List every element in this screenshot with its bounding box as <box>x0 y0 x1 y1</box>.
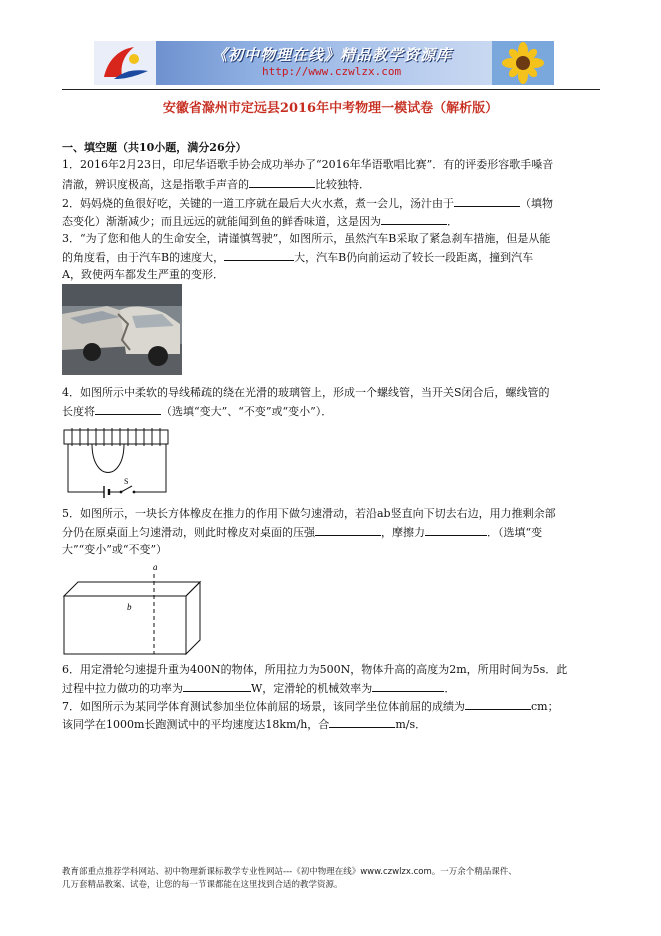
q7-text-d: m/s． <box>395 718 427 731</box>
q2-text-a: 2．妈妈烧的鱼很好吃，关键的一道工序就在最后大火水煮，煮一会儿，汤汁由于 <box>62 197 454 210</box>
q1-line1: 1．2016年2月23日，印尼华语歌手协会成功举办了“2016年华语歌唱比赛”．有的评委形容歌手嗓音 <box>62 158 554 171</box>
banner-title: 《初中物理在线》精品教学资源库 <box>212 46 453 64</box>
q3-answer-blank[interactable] <box>224 250 294 261</box>
q6-text-c: ． <box>444 682 456 695</box>
car-collision-photo <box>62 284 182 375</box>
q1-text-b: 比较独特． <box>315 178 370 191</box>
q7-line2 <box>62 717 426 732</box>
q3-text-a: 的角度看，由于汽车B的速度大， <box>62 251 225 264</box>
q3-text-b: 大，汽车B仍向前运动了较长一段距离，撞到汽车 <box>294 251 534 264</box>
q4-text-b: （选填“变大”、“不变”或“变小”）． <box>161 405 333 418</box>
solenoid-diagram <box>62 422 172 502</box>
q2-line1 <box>62 196 553 211</box>
q6-answer-blank-1[interactable] <box>183 681 251 692</box>
q2-answer-blank-2[interactable] <box>381 214 447 225</box>
q4-answer-blank[interactable] <box>95 404 161 415</box>
q5-text-a: 分仍在原桌面上匀速滑动，则此时橡皮对桌面的压强 <box>62 526 315 539</box>
q1-text-a: 清澈，辨识度极高，这是指歌手声音的 <box>62 178 249 191</box>
q5-line3: 大”“变小”或“不变”） <box>62 543 168 556</box>
q2-text-b: （填物 <box>520 197 553 210</box>
sunflower-icon <box>492 41 554 85</box>
q2-text-c: 态变化）渐渐减少；而且远远的就能闻到鱼的鲜香味道，这是因为 <box>62 215 381 228</box>
q3-line2 <box>62 250 533 265</box>
q7-answer-blank-2[interactable] <box>329 717 395 728</box>
q6-text-a: 过程中拉力做功的功率为 <box>62 682 183 695</box>
site-logo-icon <box>94 41 156 85</box>
q1-line2 <box>62 177 370 192</box>
eraser-block-diagram <box>62 560 202 656</box>
q5-answer-blank-2[interactable] <box>425 525 487 536</box>
q6-line2 <box>62 681 455 696</box>
q1-answer-blank[interactable] <box>249 177 315 188</box>
q3-line1: 3．“为了您和他人的生命安全，请谨慎驾驶”，如图所示，虽然汽车B采取了紧急刹车措施，但是从能 <box>62 232 551 245</box>
section-heading: 一、填空题（共10小题，满分26分） <box>62 141 247 154</box>
banner-url[interactable]: http://www.czwlzx.com <box>262 65 402 78</box>
footer-line-2: 几万套精品教案、试卷，让您的每一节课都能在这里找到合适的教学资源。 <box>62 880 343 890</box>
q6-answer-blank-2[interactable] <box>372 681 444 692</box>
q5-text-b: ，摩擦力 <box>381 526 425 539</box>
q5-line1: 5．如图所示，一块长方体橡皮在推力的作用下做匀速滑动，若沿ab竖直向下切去右边，用力推剩余部 <box>62 507 556 520</box>
switch-label-s: S <box>124 477 129 486</box>
header-rule <box>62 89 600 90</box>
q5-text-c: ．（选填“变 <box>487 526 543 539</box>
q7-text-b: cm； <box>531 700 559 713</box>
header-banner <box>94 41 554 85</box>
q4-line1: 4．如图所示中柔软的导线稀疏的绕在光滑的玻璃管上，形成一个螺线管，当开关S闭合后，螺线管的 <box>62 386 550 399</box>
q4-text-a: 长度将 <box>62 405 95 418</box>
q3-line3: A，致使两车都发生严重的变形． <box>62 268 224 281</box>
footer-line-1: 教育部重点推荐学科网站、初中物理新课标教学专业性网站---《初中物理在线》www.czwlzx.com。一万余个精品课件、 <box>62 867 517 877</box>
q2-line2 <box>62 214 458 229</box>
q5-line2 <box>62 525 542 540</box>
label-b: b <box>127 602 132 612</box>
document-title: 安徽省滁州市定远县2016年中考物理一模试卷（解析版） <box>162 101 499 116</box>
q2-answer-blank-1[interactable] <box>454 196 520 207</box>
q5-answer-blank-1[interactable] <box>315 525 381 536</box>
q7-text-c: 该同学在1000m长跑测试中的平均速度达18km/h，合 <box>62 718 330 731</box>
q7-text-a: 7．如图所示为某同学体育测试参加坐位体前屈的场景，该同学坐位体前屈的成绩为 <box>62 700 465 713</box>
q2-text-d: ． <box>447 215 458 228</box>
q6-text-b: W，定滑轮的机械效率为 <box>251 682 373 695</box>
q4-line2 <box>62 404 332 419</box>
q7-line1 <box>62 699 559 714</box>
label-a: a <box>153 562 158 572</box>
q6-line1: 6．用定滑轮匀速提升重为400N的物体，所用拉力为500N，物体升高的高度为2m，所用时间为5s．此 <box>62 663 568 676</box>
q7-answer-blank-1[interactable] <box>465 699 531 710</box>
